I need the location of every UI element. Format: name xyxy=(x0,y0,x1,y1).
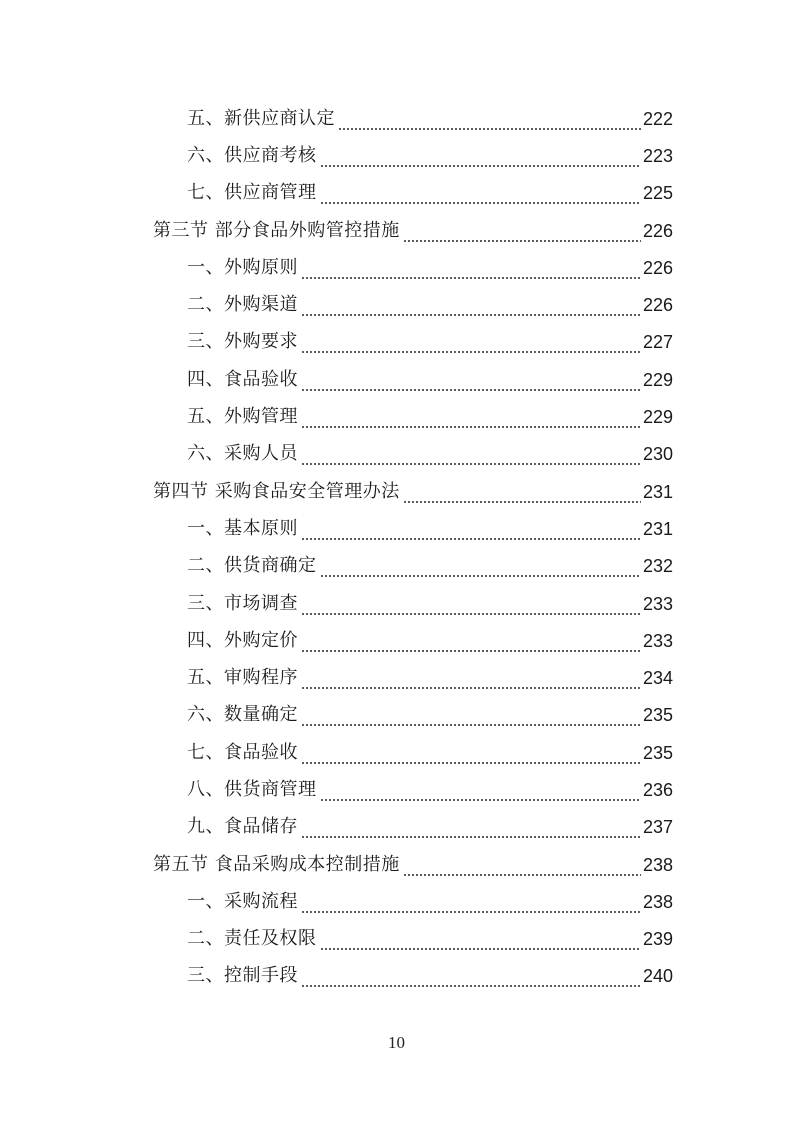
page-number: 10 xyxy=(388,1033,405,1052)
toc-entry[interactable] xyxy=(187,771,673,808)
dot-leader xyxy=(320,150,641,168)
toc-entry-title: 三、市场调查 xyxy=(187,592,298,614)
toc-entry[interactable] xyxy=(187,510,673,547)
dot-leader xyxy=(301,747,641,765)
toc-entry[interactable] xyxy=(187,883,673,920)
toc-entry-title: 二、供货商确定 xyxy=(187,555,317,577)
dot-leader xyxy=(301,262,641,280)
toc-entry-page: 235 xyxy=(642,705,673,726)
toc-entry[interactable] xyxy=(187,809,673,846)
toc-entry[interactable] xyxy=(187,585,673,622)
toc-entry-title: 五、审购程序 xyxy=(187,667,298,689)
toc-entry-page: 233 xyxy=(642,630,673,651)
toc-entry-title: 七、食品验收 xyxy=(187,741,298,763)
toc-entry-page: 226 xyxy=(642,257,673,278)
toc-entry[interactable] xyxy=(187,958,673,995)
toc-entry-page: 237 xyxy=(642,817,673,838)
toc-entry-page: 226 xyxy=(642,295,673,316)
toc-entry-page: 222 xyxy=(642,108,673,129)
toc-entry-page: 234 xyxy=(642,668,673,689)
toc-entry-page: 229 xyxy=(642,407,673,428)
toc-entry-page: 233 xyxy=(642,593,673,614)
toc-entry-page: 238 xyxy=(642,854,673,875)
dot-leader xyxy=(403,859,641,877)
dot-leader xyxy=(403,486,641,504)
toc-entry[interactable] xyxy=(187,175,673,212)
toc-entry-title: 三、控制手段 xyxy=(187,965,298,987)
dot-leader xyxy=(338,113,641,131)
toc-entry-title: 四、食品验收 xyxy=(187,368,298,390)
toc-entry-page: 232 xyxy=(642,556,673,577)
toc-entry-title: 八、供货商管理 xyxy=(187,778,317,800)
dot-leader xyxy=(301,896,641,914)
dot-leader xyxy=(301,970,641,988)
toc-entry-page: 226 xyxy=(642,220,673,241)
toc-entry[interactable] xyxy=(187,697,673,734)
toc-entry-title: 二、外购渠道 xyxy=(187,294,298,316)
toc-entry[interactable] xyxy=(187,361,673,398)
toc-entry-page: 231 xyxy=(642,481,673,502)
toc-entry-page: 231 xyxy=(642,518,673,539)
dot-leader xyxy=(301,336,641,354)
toc-entry-page: 236 xyxy=(642,779,673,800)
toc-entry-title: 六、采购人员 xyxy=(187,443,298,465)
toc-entry-page: 227 xyxy=(642,332,673,353)
toc-entry-title: 三、外购要求 xyxy=(187,331,298,353)
toc-entry[interactable] xyxy=(187,659,673,696)
toc-section-entry[interactable] xyxy=(153,212,673,249)
dot-leader xyxy=(301,635,641,653)
dot-leader xyxy=(301,299,641,317)
toc-entry-title: 六、数量确定 xyxy=(187,704,298,726)
toc-entry-page: 238 xyxy=(642,891,673,912)
toc-entry-page: 229 xyxy=(642,369,673,390)
toc-entry-title: 六、供应商考核 xyxy=(187,144,317,166)
toc-entry-title: 七、供应商管理 xyxy=(187,182,317,204)
dot-leader xyxy=(301,598,641,616)
toc-entry-page: 230 xyxy=(642,444,673,465)
toc-entry-page: 239 xyxy=(642,929,673,950)
dot-leader xyxy=(403,225,641,243)
toc-entry[interactable] xyxy=(187,137,673,174)
dot-leader xyxy=(301,448,641,466)
toc-entry-page: 240 xyxy=(642,966,673,987)
toc-entry-page: 225 xyxy=(642,183,673,204)
toc-entry-title: 二、责任及权限 xyxy=(187,928,317,950)
dot-leader xyxy=(320,560,641,578)
toc-entry[interactable] xyxy=(187,324,673,361)
toc-entry-title: 一、基本原则 xyxy=(187,517,298,539)
dot-leader xyxy=(301,523,641,541)
dot-leader xyxy=(301,672,641,690)
toc-section-title: 第四节 采购食品安全管理办法 xyxy=(153,480,400,502)
toc-entry-title: 一、外购原则 xyxy=(187,256,298,278)
toc-entry[interactable] xyxy=(187,548,673,585)
table-of-contents xyxy=(0,100,793,995)
toc-entry-title: 四、外购定价 xyxy=(187,629,298,651)
toc-entry[interactable] xyxy=(187,436,673,473)
toc-entry[interactable] xyxy=(187,622,673,659)
toc-entry[interactable] xyxy=(187,921,673,958)
toc-entry-title: 九、食品储存 xyxy=(187,816,298,838)
toc-entry[interactable] xyxy=(187,286,673,323)
dot-leader xyxy=(301,411,641,429)
toc-entry-page: 223 xyxy=(642,145,673,166)
dot-leader xyxy=(320,933,641,951)
dot-leader xyxy=(301,709,641,727)
toc-section-entry[interactable] xyxy=(153,846,673,883)
toc-section-entry[interactable] xyxy=(153,473,673,510)
toc-entry[interactable] xyxy=(187,249,673,286)
toc-section-title: 第三节 部分食品外购管控措施 xyxy=(153,219,400,241)
toc-entry-title: 五、新供应商认定 xyxy=(187,107,335,129)
dot-leader xyxy=(301,374,641,392)
toc-entry[interactable] xyxy=(187,734,673,771)
dot-leader xyxy=(320,784,641,802)
toc-entry[interactable] xyxy=(187,100,673,137)
toc-entry[interactable] xyxy=(187,398,673,435)
toc-entry-page: 235 xyxy=(642,742,673,763)
toc-section-title: 第五节 食品采购成本控制措施 xyxy=(153,853,400,875)
toc-entry-title: 五、外购管理 xyxy=(187,406,298,428)
dot-leader xyxy=(301,821,641,839)
toc-entry-title: 一、采购流程 xyxy=(187,890,298,912)
dot-leader xyxy=(320,187,641,205)
